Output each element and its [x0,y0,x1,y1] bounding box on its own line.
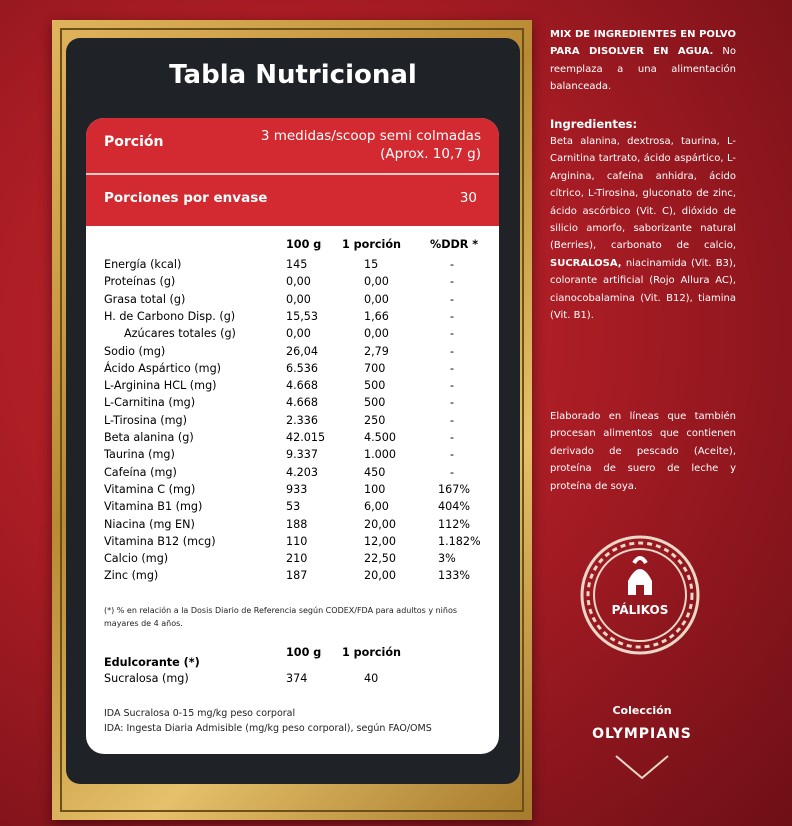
nutrient-ddr: - [450,275,455,289]
table-header-row [86,238,499,255]
nutrient-name: Zinc (mg) [104,569,159,583]
nutrient-per100: 4.668 [286,379,319,393]
nutrient-per100: 53 [286,500,301,514]
table-row [86,275,499,292]
table-row [86,552,499,569]
nutrient-portion: 15 [364,258,379,271]
nutrient-ddr: - [450,379,455,393]
nutrient-portion: 250 [364,413,386,427]
nutrient-name: Ácido Aspártico (mg) [104,361,222,375]
nutrient-per100: 15,53 [286,309,319,323]
nutrient-per100: 26,04 [286,344,319,358]
nutrient-name: L-Carnitina (mg) [104,396,196,410]
nutrient-ddr: - [450,344,455,358]
nutrient-portion: 12,00 [364,534,397,548]
table-row [86,500,499,517]
nutrition-card [86,118,499,754]
collection-name: OLYMPIANS [592,726,692,742]
col-header-portion: 1 porción [342,238,402,251]
nutrient-portion: 450 [364,465,386,479]
sweetener-per100: 374 [286,672,308,685]
nutrient-per100: 4.668 [286,396,319,410]
ingredients-text [550,133,736,324]
table-row [86,379,499,396]
nutrient-per100: 0,00 [286,327,311,341]
nutrient-name: Taurina (mg) [104,448,175,462]
nutrient-ddr: - [450,448,455,462]
nutrient-portion: 4.500 [364,431,397,444]
nutrient-per100: 9.337 [286,448,319,462]
table-row [86,518,499,535]
nutrient-ddr: - [450,396,455,410]
sweetener-row [86,672,499,689]
serving-value-line2: (Aprox. 10,7 g) [380,146,481,162]
sweetener-label-row [86,656,499,673]
table-row [86,310,499,327]
nutrient-ddr: 167% [438,482,470,496]
nutrient-per100: 2.336 [286,413,319,427]
nutrient-name: L-Arginina HCL (mg) [104,379,217,393]
nutrient-portion: 0,00 [364,292,389,306]
serving-value-line1: 3 medidas/scoop semi colmadas [260,128,481,144]
servings-per-container-value: 30 [459,190,477,206]
servings-per-container-label: Porciones por envase [104,190,268,206]
collection-label: Colección [612,704,672,717]
nutrient-name: Energía (kcal) [104,258,182,271]
palikos-emblem-icon [578,533,702,657]
intro-bold: MIX DE INGREDIENTES EN POLVO PARA DISOLVER EN AGUA. [550,29,736,58]
ingredients-title: Ingredientes: [550,117,638,131]
table-row [86,483,499,500]
sweetener-label: Edulcorante (*) [104,656,200,669]
header-divider [86,173,499,175]
serving-label: Porción [104,134,164,150]
nutrient-portion: 22,50 [364,552,397,566]
table-row [86,396,499,413]
nutrient-name: L-Tirosina (mg) [104,413,188,427]
nutrient-ddr: - [450,465,455,479]
intro-rest: No reemplaza a una alimentación balanceada. [550,46,736,93]
nutrient-ddr: 404% [438,500,470,514]
nutrient-ddr: - [450,413,455,427]
nutrient-portion: 0,00 [364,327,389,341]
nutrient-name: Vitamina B1 (mg) [104,500,203,514]
table-row [86,258,499,275]
nutrient-per100: 933 [286,482,308,496]
nutrient-portion: 700 [364,361,386,375]
nutrient-name: Vitamina B12 (mcg) [104,534,216,548]
table-row [86,448,499,465]
nutrient-name: Calcio (mg) [104,552,169,566]
col-header-ddr: %DDR * [430,238,479,251]
sweetener-portion: 40 [364,672,379,685]
sweetener-name: Sucralosa (mg) [104,672,189,685]
nutrient-name: Cafeína (mg) [104,465,177,479]
nutrient-per100: 4.203 [286,465,319,479]
ingredients-bold: SUCRALOSA, [550,257,622,269]
nutrient-per100: 42.015 [286,431,326,444]
emblem-text: PÁLIKOS [611,603,669,617]
nutrient-portion: 2,79 [364,344,389,358]
nutrient-name: Sodio (mg) [104,344,166,358]
nutrient-per100: 210 [286,552,308,566]
nutrient-per100: 145 [286,258,308,271]
nutrient-per100: 6.536 [286,361,319,375]
nutrient-name: Vitamina C (mg) [104,482,196,496]
intro-text [550,26,736,96]
nutrient-ddr: - [450,431,455,444]
nutrient-ddr: - [450,309,455,323]
ida-note-1: IDA Sucralosa 0-15 mg/kg peso corporal [104,708,296,719]
nutrient-per100: 0,00 [286,292,311,306]
table-row [86,466,499,483]
sweetener-col-100g: 100 g [286,646,322,659]
table-row [86,535,499,552]
table-row [86,569,499,586]
table-row [86,414,499,431]
nutrient-portion: 20,00 [364,569,397,583]
ingredients-part1: Beta alanina, dextrosa, taurina, L-Carnitina tartrato, ácido aspártico, L-Arginina, cafeína anhidra, ácido cítrico, L-Tirosina, gluconato de zinc, ácido ascórbico (Vit. C), dióxido de silicio amorfo, saborizante natural (Berries), carbonato de calcio, [550,136,736,252]
page-title: Tabla Nutricional [169,60,417,90]
nutrient-per100: 110 [286,534,308,548]
nutrient-ddr: 3% [438,552,456,566]
chevron-down-icon [612,752,672,782]
nutrient-ddr: - [450,327,455,341]
nutrient-ddr: 133% [438,569,470,583]
nutrient-per100: 0,00 [286,275,311,289]
nutrient-ddr: - [450,361,455,375]
nutrient-ddr: - [450,292,455,306]
table-row [86,345,499,362]
nutrient-portion: 100 [364,482,386,496]
nutrient-portion: 20,00 [364,517,397,531]
nutrient-name: Beta alanina (g) [104,431,194,444]
table-row [86,362,499,379]
nutrient-portion: 0,00 [364,275,389,289]
nutrient-name: Grasa total (g) [104,292,186,306]
ida-note-2: IDA: Ingesta Diaria Admisible (mg/kg peso corporal), según FAO/OMS [104,723,432,734]
table-row [86,293,499,310]
col-header-100g: 100 g [286,238,322,251]
nutrient-portion: 6,00 [364,500,389,514]
nutrient-portion: 500 [364,379,386,393]
table-row [86,327,499,344]
nutrient-portion: 1.000 [364,448,397,462]
nutrient-ddr: 1.182% [438,534,481,548]
nutrient-name: Niacina (mg EN) [104,517,195,531]
nutrient-name: Proteínas (g) [104,275,176,289]
ingredients-part2: niacinamida (Vit. B3), colorante artificial (Rojo Allura AC), cianocobalamina (Vit. B12), tiamina (Vit. B1). [550,257,737,322]
nutrient-per100: 187 [286,569,308,583]
nutrient-portion: 500 [364,396,386,410]
nutrient-name: Azúcares totales (g) [124,327,236,341]
serving-header [86,118,499,226]
ddr-footnote: (*) % en relación a la Dosis Diario de Referencia según CODEX/FDA para adultos y niños mayares de 4 años. [104,606,458,628]
sweetener-col-portion: 1 porción [342,646,402,659]
nutrient-ddr: 112% [438,517,470,531]
table-row [86,431,499,448]
nutrient-name: H. de Carbono Disp. (g) [104,309,236,323]
nutrient-ddr: - [450,258,455,271]
nutrient-portion: 1,66 [364,309,389,323]
nutrient-per100: 188 [286,517,308,531]
allergen-note: Elaborado en líneas que también procesan alimentos que contienen derivado de pescado (Aceite), proteína de suero de leche y proteína de soya. [550,411,736,492]
